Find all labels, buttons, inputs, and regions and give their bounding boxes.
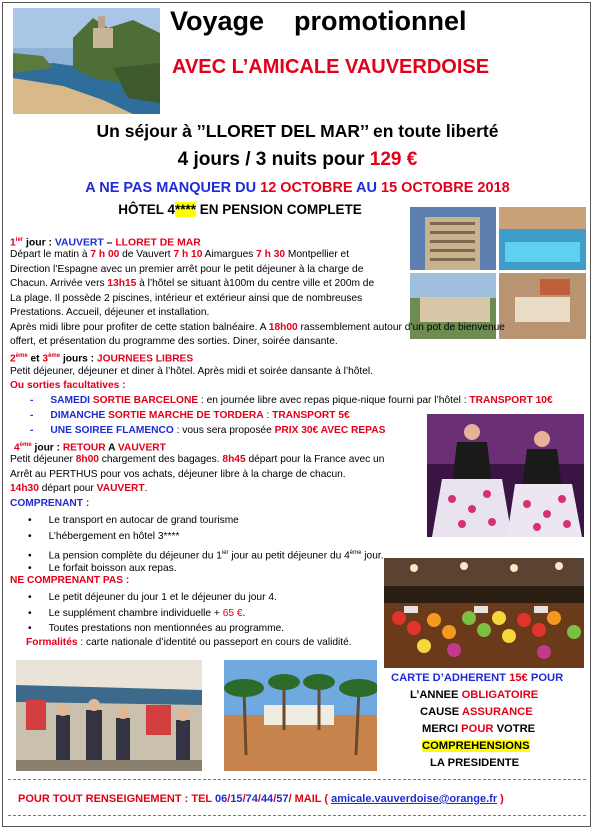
outing-barcelona: - SAMEDI SORTIE BARCELONE : en journée libre avec repas pique-nique fourni par l’hôtel : TRANSPORT 10€ (30, 395, 553, 406)
outing-tordera: - DIMANCHE SORTIE MARCHE DE TORDERA : TRANSPORT 5€ (30, 410, 350, 421)
day23-heading: 2ème et 3ème jours : JOURNEES LIBRES (10, 353, 194, 365)
day1-line3: Chacun. Arrivée vers 13h15 à l’hôtel se situant à100m du centre ville et 200m de (10, 278, 375, 289)
duration-price: 4 jours / 3 nuits pour 129 € (177, 149, 418, 170)
included-item: • Le forfait boisson aux repas. (28, 563, 177, 574)
membership-line3: CAUSE ASSURANCE (420, 706, 533, 718)
signature-president: LA PRESIDENTE (430, 757, 520, 769)
outing-flamenco: - UNE SOIREE FLAMENCO : vous sera proposée PRIX 30€ AVEC REPAS (30, 425, 386, 436)
day1-line5: Prestations. Accueil, déjeuner et installation. (10, 307, 210, 318)
included-heading: COMPRENANT : (10, 498, 90, 509)
price: 129 € (369, 149, 418, 170)
membership-line1: CARTE D’ADHERENT 15€ POUR (391, 672, 564, 684)
promenade-photo (224, 660, 377, 771)
footer-bottom-rule (8, 815, 586, 816)
stay-title: Un séjour à ’’LLORET DEL MAR’’ en toute liberté (96, 121, 499, 141)
optional-outings-heading: Ou sorties facultatives : (10, 380, 126, 391)
hotel-collage (410, 207, 586, 339)
main-title: Voyage promotionnel (170, 6, 467, 36)
formalities: Formalités : carte nationale d’identité ou passeport en cours de validité. (26, 637, 352, 648)
not-included-item: • Toutes prestations non mentionnées au programme. (28, 623, 285, 634)
day1-line2: Direction l’Espagne avec un premier arrêt pour le petit déjeuner à la charge de (10, 264, 364, 275)
footer-top-rule (8, 779, 586, 780)
street-market-photo (16, 660, 202, 771)
not-included-heading: NE COMPRENANT PAS : (10, 575, 130, 586)
membership-line4: MERCI POUR VOTRE (422, 723, 536, 735)
included-item: • L’hébergement en hôtel 3**** (28, 531, 180, 542)
day1-line7: offert, et présentation du programme des sorties. Diner, soirée dansante. (10, 336, 338, 347)
included-item: • Le transport en autocar de grand tourisme (28, 515, 239, 526)
flamenco-photo (427, 414, 584, 537)
day1-line1: Départ le matin à 7 h 00 de Vauvert 7 h 10 Aimargues 7 h 30 Montpellier et (10, 249, 350, 260)
coast-photo (13, 8, 160, 114)
association-title: AVEC L’AMICALE VAUVERDOISE (172, 56, 490, 78)
day4-heading: 4ème jour : RETOUR A VAUVERT (14, 442, 166, 454)
day23-line1: Petit déjeuner, déjeuner et diner à l’hôtel. Après midi et soirée dansante à l’hôtel. (10, 366, 374, 377)
membership-line2: L’ANNEE OBLIGATOIRE (410, 689, 539, 701)
not-included-item: • Le supplément chambre individuelle + 65 €. (28, 608, 246, 619)
hotel-line: HÔTEL 4**** EN PENSION COMPLETE (118, 202, 362, 217)
day4-line3: 14h30 départ pour VAUVERT. (10, 483, 148, 494)
membership-line5: COMPREHENSIONS (422, 740, 530, 752)
day1-heading: $1^{ier}$ jour : VAUVERT – LLORET DE MAR (10, 237, 201, 249)
dates-line: A NE PAS MANQUER DU 12 OCTOBRE AU 15 OCTOBRE 2018 (85, 180, 510, 196)
day4-line2: Arrêt au PERTHUS pour vos achats, déjeuner libre à la charge de chacun. (10, 469, 346, 480)
email-link[interactable]: amicale.vauverdoise@orange.fr (331, 793, 498, 805)
day1-line4: La plage. Il possède 2 piscines, intérieur et extérieur ainsi que de nombreuses (10, 293, 363, 304)
day1-line6: Après midi libre pour profiter de cette station balnéaire. A 18h00 rassemblement autour d’un pot de bienvenue (10, 322, 505, 333)
day4-line1: Petit déjeuner 8h00 chargement des bagages. 8h45 départ pour la France avec un (10, 454, 385, 465)
contact-line: POUR TOUT RENSEIGNEMENT : TEL 06/15/74/44/57/ MAIL ( amicale.vauverdoise@orange.fr ) (18, 793, 504, 805)
not-included-item: • Le petit déjeuner du jour 1 et le déjeuner du jour 4. (28, 592, 277, 603)
market-photo (384, 558, 584, 668)
included-item: • La pension complète du déjeuner du $1^{ier}$ jour au petit déjeuner du 4ème jour. (28, 550, 384, 562)
